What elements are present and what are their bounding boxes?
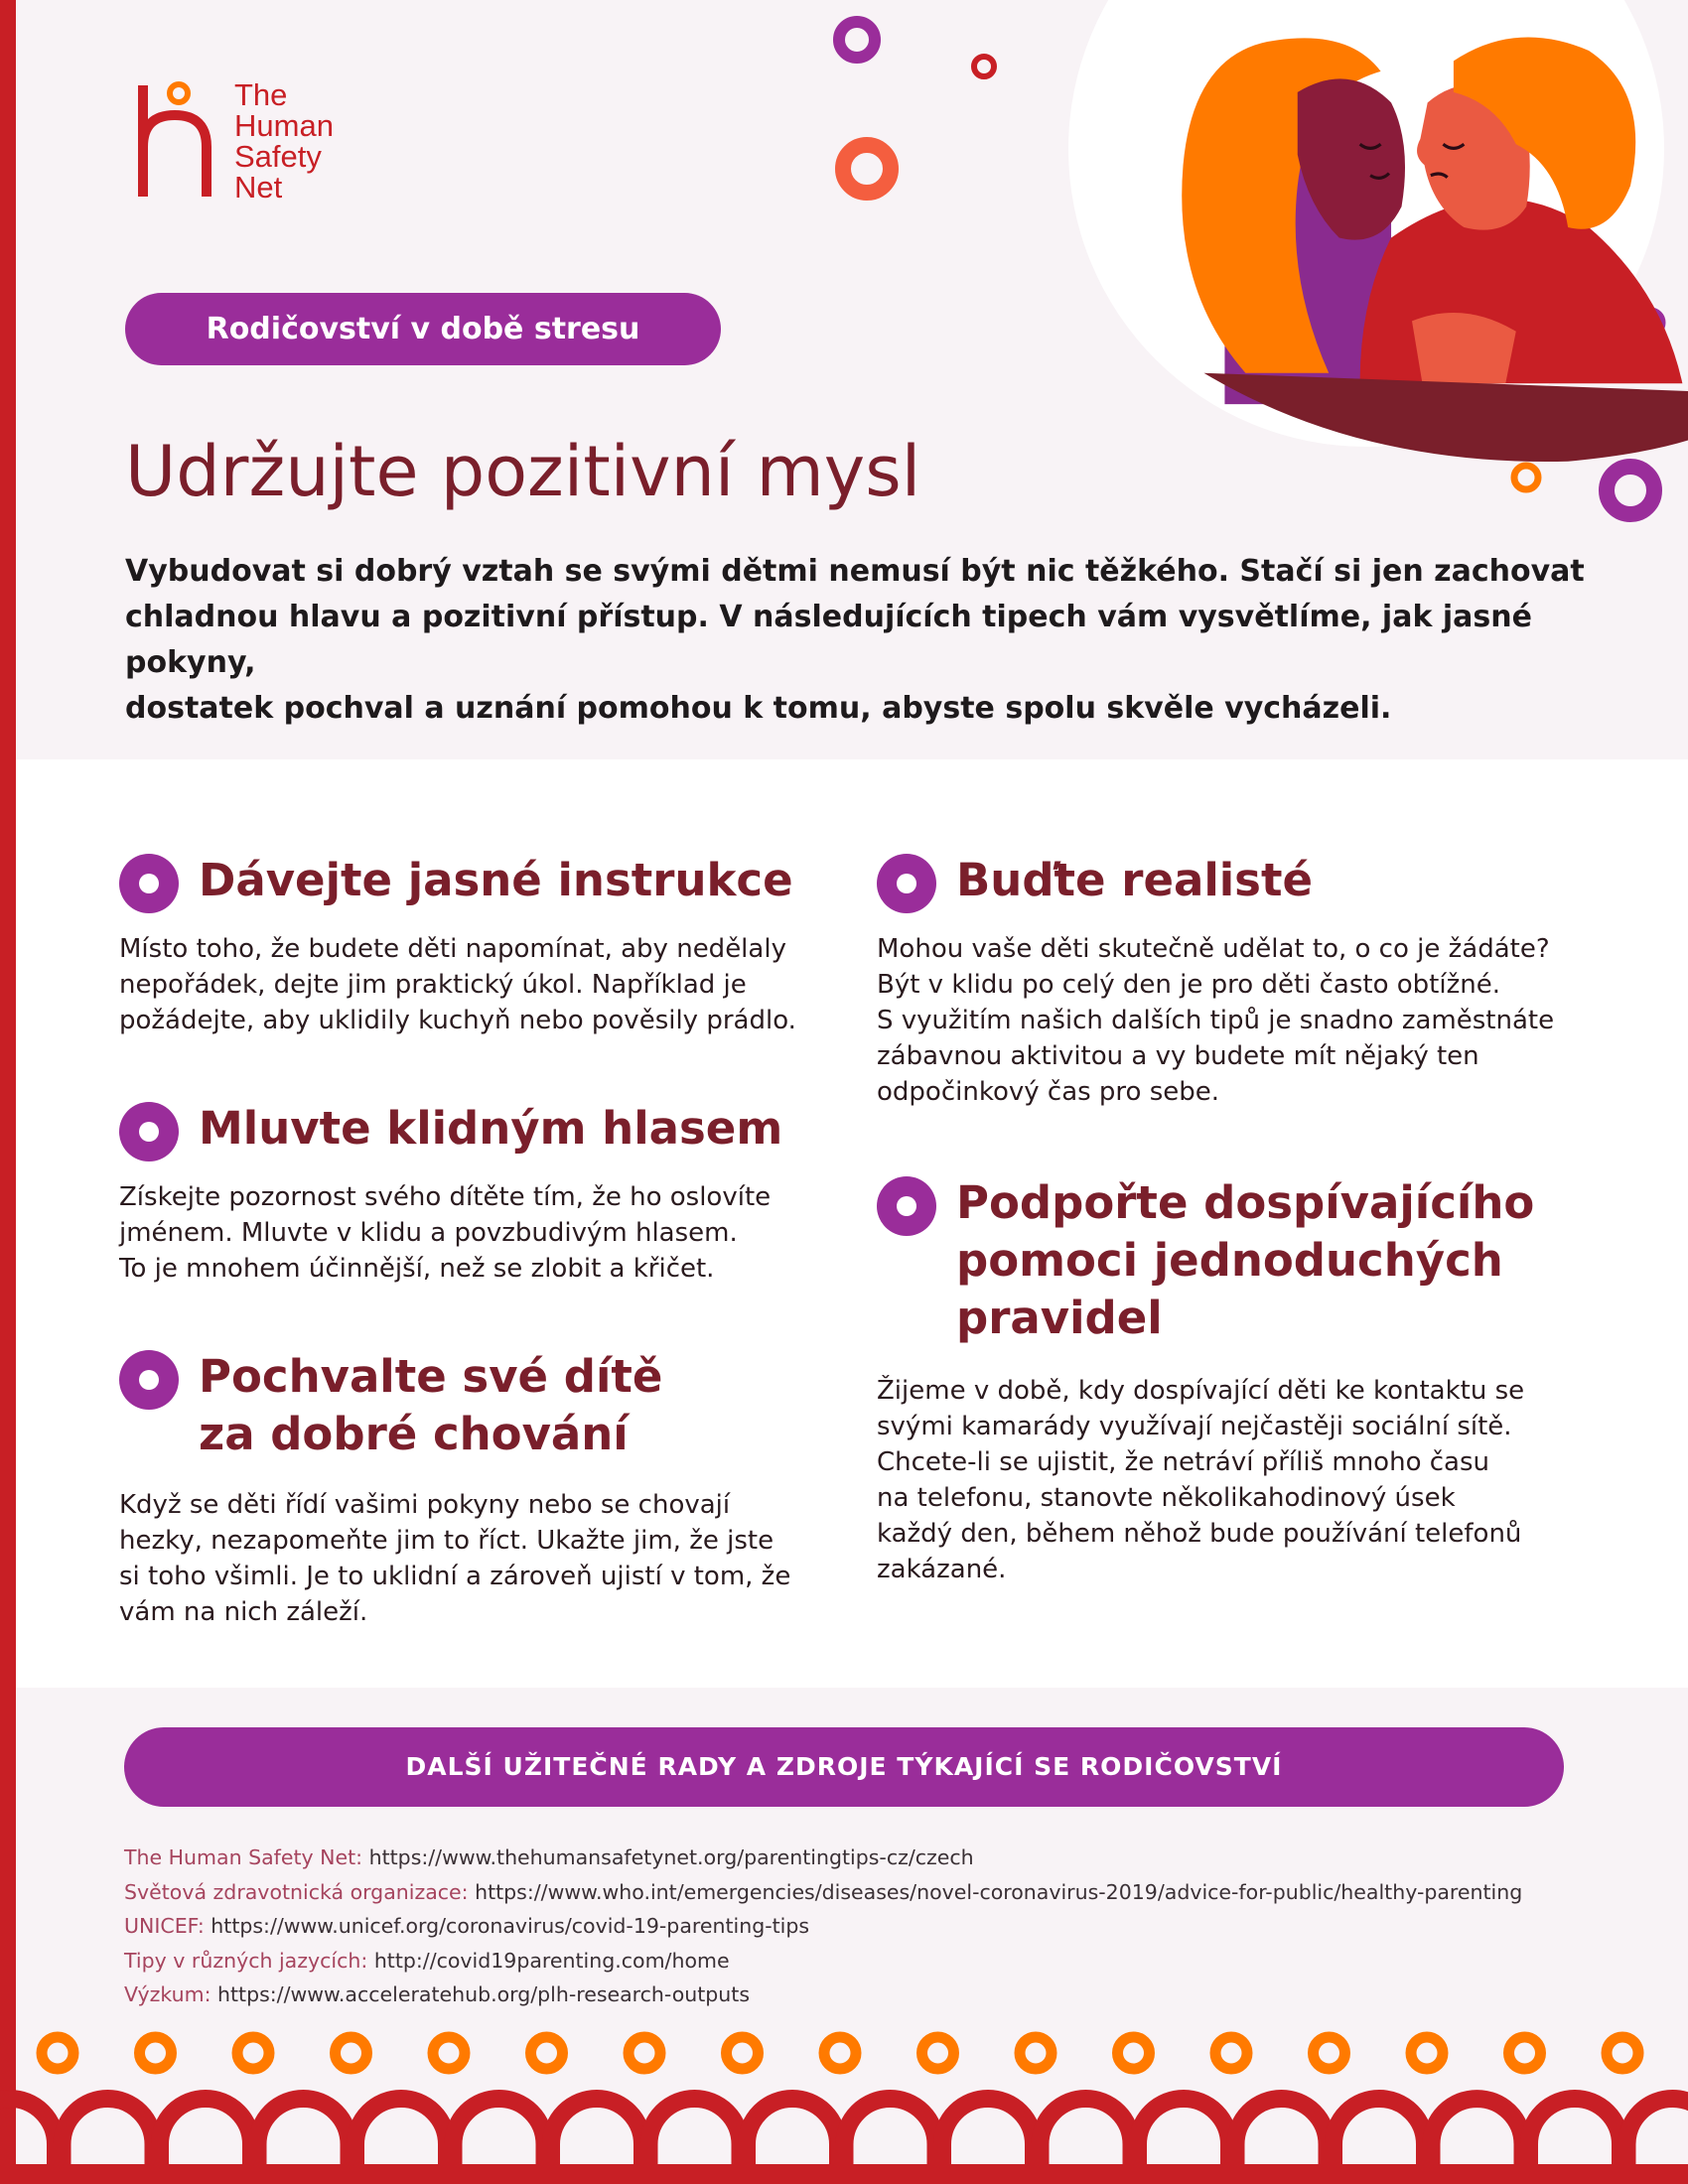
hero-illustration	[1108, 30, 1688, 467]
tip-title: Mluvte klidným hlasem	[199, 1102, 783, 1155]
bullet-icon	[877, 854, 936, 913]
resource-label: Tipy v různých jazycích:	[124, 1948, 368, 1973]
footer-ring	[1215, 2037, 1247, 2069]
tip-title: Pochvalte své dítě za dobré chování	[199, 1350, 663, 1460]
resources-list	[124, 1841, 1522, 2012]
resource-label: Výzkum:	[124, 1982, 211, 2006]
resource-item	[124, 1875, 1522, 1910]
footer-ring	[1607, 2037, 1638, 2069]
header-section	[16, 0, 1688, 759]
footer-ring	[824, 2037, 856, 2069]
page-border	[0, 0, 16, 2184]
resources-heading: DALŠÍ UŽITEČNÉ RADY A ZDROJE TÝKAJÍCÍ SE RODIČOVSTVÍ	[124, 1727, 1564, 1807]
footer-ring	[237, 2037, 269, 2069]
resource-label: Světová zdravotnická organizace:	[124, 1879, 469, 1904]
resource-item	[124, 1944, 1522, 1979]
resource-link[interactable]: https://www.thehumansafetynet.org/parentingtips-cz/czech	[368, 1845, 974, 1869]
tip-body: Když se děti řídí vašimi pokyny nebo se chovají hezky, nezapomeňte jim to říct. Ukažte jim, že jste si toho všimli. Je to uklidní a zároveň ujistí v tom, že vám na nich záleží.	[119, 1490, 791, 1627]
bullet-icon	[119, 1102, 179, 1161]
bullet-icon	[119, 1350, 179, 1410]
resource-link[interactable]: http://covid19parenting.com/home	[373, 1948, 730, 1973]
footer-decoration	[0, 2025, 1688, 2184]
resource-item	[124, 1978, 1522, 2012]
tip-clear-instructions	[119, 854, 814, 1092]
footer-ring	[433, 2037, 465, 2069]
footer-ring	[629, 2037, 660, 2069]
footer-ring	[42, 2037, 73, 2069]
resource-label: UNICEF:	[124, 1914, 205, 1938]
footer-ring	[140, 2037, 172, 2069]
footer-ring	[922, 2037, 954, 2069]
tip-title: Podpořte dospívajícího pomoci jednoduchých pravidel	[956, 1176, 1535, 1344]
tip-be-realistic	[877, 854, 1592, 1112]
footer-ring	[1411, 2037, 1443, 2069]
footer-ring	[336, 2037, 367, 2069]
tip-praise-child	[119, 1350, 814, 1648]
page-title: Udržujte pozitivní mysl	[125, 431, 921, 512]
resource-item	[124, 1841, 1522, 1875]
tip-title: Dávejte jasné instrukce	[199, 854, 793, 906]
tip-support-teen	[877, 1176, 1592, 1593]
footer-ring	[1314, 2037, 1345, 2069]
brand-name: The Human Safety Net	[234, 77, 334, 205]
brand-logo[interactable]	[135, 77, 373, 206]
tip-title: Buďte realisté	[956, 854, 1313, 906]
resource-item	[124, 1909, 1522, 1944]
intro-paragraph: Vybudovat si dobrý vztah se svými dětmi nemusí být nic těžkého. Stačí si jen zachovat chladnou hlavu a pozitivní přístup. V následujících tipech vám vysvětlíme, jak jasné pokyny, dostatek pochval a uznání pomohou k tomu, abyste spolu skvěle vycházeli.	[125, 554, 1585, 726]
footer-ring	[531, 2037, 563, 2069]
bullet-icon	[877, 1176, 936, 1236]
category-label: Rodičovství v době stresu	[125, 293, 721, 365]
brand-h-icon	[135, 77, 224, 202]
tip-calm-voice	[119, 1102, 814, 1300]
resource-link[interactable]: https://www.acceleratehub.org/plh-research-outputs	[217, 1982, 750, 2006]
footer-ring	[1509, 2037, 1541, 2069]
tip-body: Místo toho, že budete děti napomínat, aby nedělaly nepořádek, dejte jim praktický úkol. Například je požádejte, aby uklidily kuchyň nebo pověsily prádlo.	[119, 934, 796, 1035]
tip-body: Mohou vaše děti skutečně udělat to, o co je žádáte? Být v klidu po celý den je pro děti často obtížné. S využitím našich dalších tipů je snadno zaměstnáte zábavnou aktivitou a vy budete mít nějaký ten odpočinkový čas pro sebe.	[877, 934, 1555, 1107]
resource-link[interactable]: https://www.who.int/emergencies/diseases/novel-coronavirus-2019/advice-for-public/healthy-parenting	[475, 1879, 1523, 1904]
footer-ring	[1020, 2037, 1052, 2069]
tip-body: Žijeme v době, kdy dospívající děti ke kontaktu se svými kamarády využívají nejčastěji sociální sítě. Chcete-li se ujistit, že netráví příliš mnoho času na telefonu, stanovte několikahodinový úsek každý den, během něhož bude používání telefonů zakázané.	[877, 1376, 1525, 1584]
resource-label: The Human Safety Net:	[124, 1845, 363, 1869]
footer-ring	[727, 2037, 759, 2069]
footer-rings	[42, 2037, 1638, 2069]
resource-link[interactable]: https://www.unicef.org/coronavirus/covid-19-parenting-tips	[211, 1914, 810, 1938]
footer-ring	[1118, 2037, 1150, 2069]
tip-body: Získejte pozornost svého dítěte tím, že ho oslovíte jménem. Mluvte v klidu a povzbudivým hlasem. To je mnohem účinnější, než se zlobit a křičet.	[119, 1182, 772, 1284]
bullet-icon	[119, 854, 179, 913]
